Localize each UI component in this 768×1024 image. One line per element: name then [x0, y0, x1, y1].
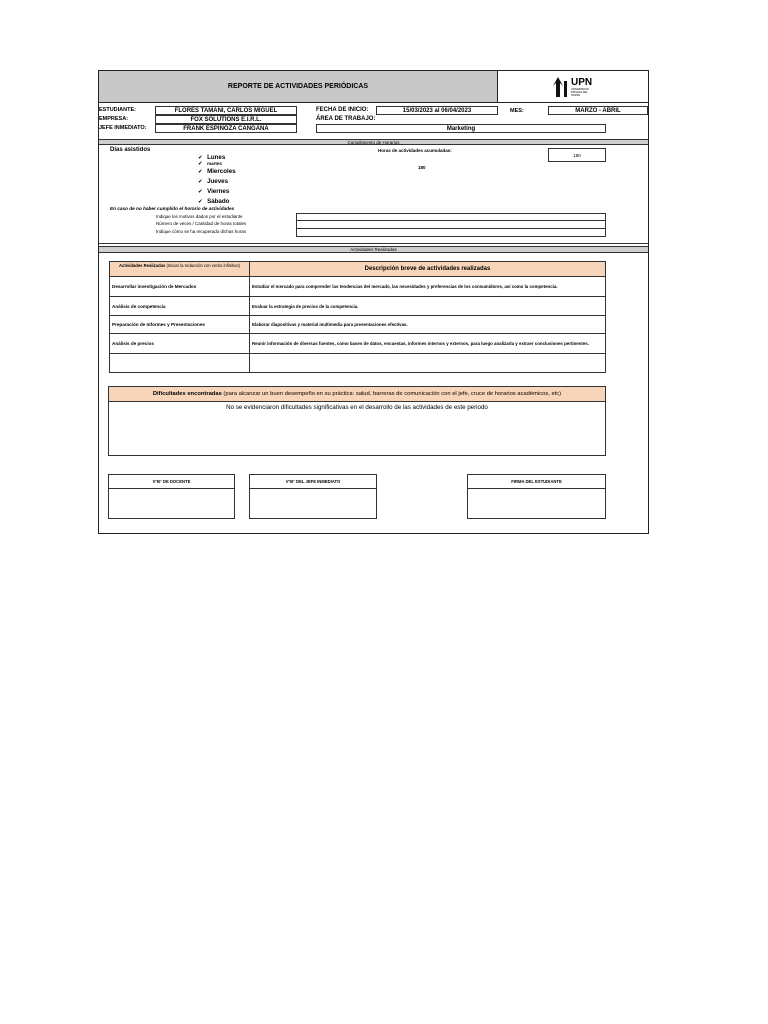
area-label: ÁREA DE TRABAJO:	[316, 116, 376, 122]
dificultades-title: Dificultades encontradas	[152, 391, 222, 397]
activities-header-desc: Descripción breve de actividades realizadas	[364, 266, 491, 272]
logo-subtext: UNIVERSIDAD PRIVADA DEL NORTE	[571, 87, 589, 97]
docente-signature-label: V°B° DE DOCENTE	[108, 475, 235, 489]
motivos-field[interactable]	[296, 213, 606, 221]
mes-value: MARZO - ABRIL	[548, 106, 648, 115]
estudiante-value: FLORES TAMANI, CARLOS MIGUEL	[155, 106, 297, 115]
header-bottom-line	[99, 102, 648, 103]
header-divider	[497, 71, 498, 102]
day-item-martes: ✔ martes	[198, 161, 222, 167]
day-item-miercoles: ✔ Miercoles	[198, 168, 236, 175]
logo-text: UPN	[571, 76, 593, 88]
day-item-sabado: ✔ Sábado	[198, 198, 230, 205]
horas-value: 180	[418, 165, 426, 170]
check-icon: ✔	[198, 199, 203, 205]
mes-label: MES:	[510, 108, 524, 114]
estudiante-signature-label: FIRMA DEL ESTUDIANTE	[467, 475, 606, 489]
jefe-signature-label: V°B° DEL JEFE INMEDIATO	[249, 475, 377, 489]
check-icon: ✔	[198, 161, 203, 167]
horarios-section-bar: Cumplimiento de Horarios	[99, 139, 648, 145]
dias-label: Días asistidos	[110, 147, 151, 153]
activities-header-col1	[110, 262, 249, 276]
day-item-viernes: ✔ Viernes	[198, 188, 230, 195]
jefe-label: JEFE INMEDIATO:	[99, 125, 147, 131]
activity-cell: Análisis de competencia	[112, 303, 166, 309]
day-list	[198, 146, 236, 205]
description-cell: Estudiar el mercado para comprender las tendencias del mercado, las necesidades y preferencias de los consumidores, así como la competencia.	[252, 284, 558, 289]
activity-cell: Desarrollar investigación de Mercados	[112, 284, 197, 289]
day-item-lunes: ✔ Lunes	[198, 154, 226, 161]
check-icon: ✔	[198, 169, 203, 175]
jefe-value: FRANK ESPINOZA CANGANA	[155, 124, 297, 133]
report-title: REPORTE DE ACTIVIDADES PERIÓDICAS	[227, 83, 369, 90]
estudiante-label: ESTUDIANTE:	[99, 107, 136, 113]
incumplimiento-title: En caso de no haber cumplido el horario de actividades	[110, 206, 235, 211]
fecha-label: FECHA DE INICIO:	[316, 107, 369, 113]
empresa-label: EMPRESA:	[99, 116, 129, 122]
dificultades-header	[109, 387, 605, 402]
upn-logo	[553, 76, 603, 98]
description-cell: Elaborar diapositivas y material multimedia para presentaciones efectivas.	[252, 322, 408, 327]
veces-label: Número de veces / Cantidad de horas totales	[156, 221, 247, 226]
activity-cell	[110, 354, 249, 372]
actividades-section-bar: Actividades Realizadas	[99, 246, 648, 253]
recuperado-field[interactable]	[296, 229, 606, 237]
check-icon: ✔	[198, 179, 203, 185]
motivos-label: Indique los motivos dados por el estudiante	[156, 214, 243, 219]
header-title-bar	[99, 71, 497, 102]
activities-header-bold: Actividades Realizadas	[118, 263, 166, 268]
description-cell: Evaluar la estrategia de precios de la competencia.	[252, 303, 359, 309]
dificultades-text: No se evidenciaron dificultades significativas en el desarrollo de las actividades de este periodo	[226, 404, 488, 411]
horas-box-value: 180	[573, 152, 581, 158]
horas-box	[548, 148, 606, 162]
horas-label: Horas de actividades acumuladas:	[378, 148, 452, 153]
description-cell: Reunir información de diversas fuentes, como bases de datos, encuestas, informes internos y externos, para luego analizarla y extraer conclusiones pertinentes.	[252, 341, 589, 346]
recuperado-label: Indique cómo se ha recuperado dichas horas	[156, 229, 247, 234]
dificultades-note: (para alcanzar un buen desempeño en su práctica: salud, barreras de comunicación con el jefe, cruce de horarios académicos, etc)	[223, 391, 562, 397]
activity-cell: Análisis de precios	[112, 341, 154, 346]
area-value: Marketing	[316, 124, 606, 133]
activities-header-note: (Iniciar la redacción con verbo infinitivo)	[166, 263, 241, 268]
activities-header-col2	[250, 262, 605, 276]
description-cell	[250, 354, 605, 372]
actividades-top-line	[99, 243, 648, 244]
veces-field[interactable]	[296, 221, 606, 229]
check-icon: ✔	[198, 189, 203, 195]
upn-arrow-icon	[553, 77, 569, 97]
check-icon: ✔	[198, 155, 203, 161]
empresa-value: FOX SOLUTIONS E.I.R.L.	[155, 115, 297, 124]
fecha-value: 15/03/2023 al 06/04/2023	[376, 106, 498, 115]
day-item-jueves: ✔ Jueves	[198, 178, 229, 185]
activity-cell: Preparación de Informes y Presentaciones	[112, 322, 205, 327]
